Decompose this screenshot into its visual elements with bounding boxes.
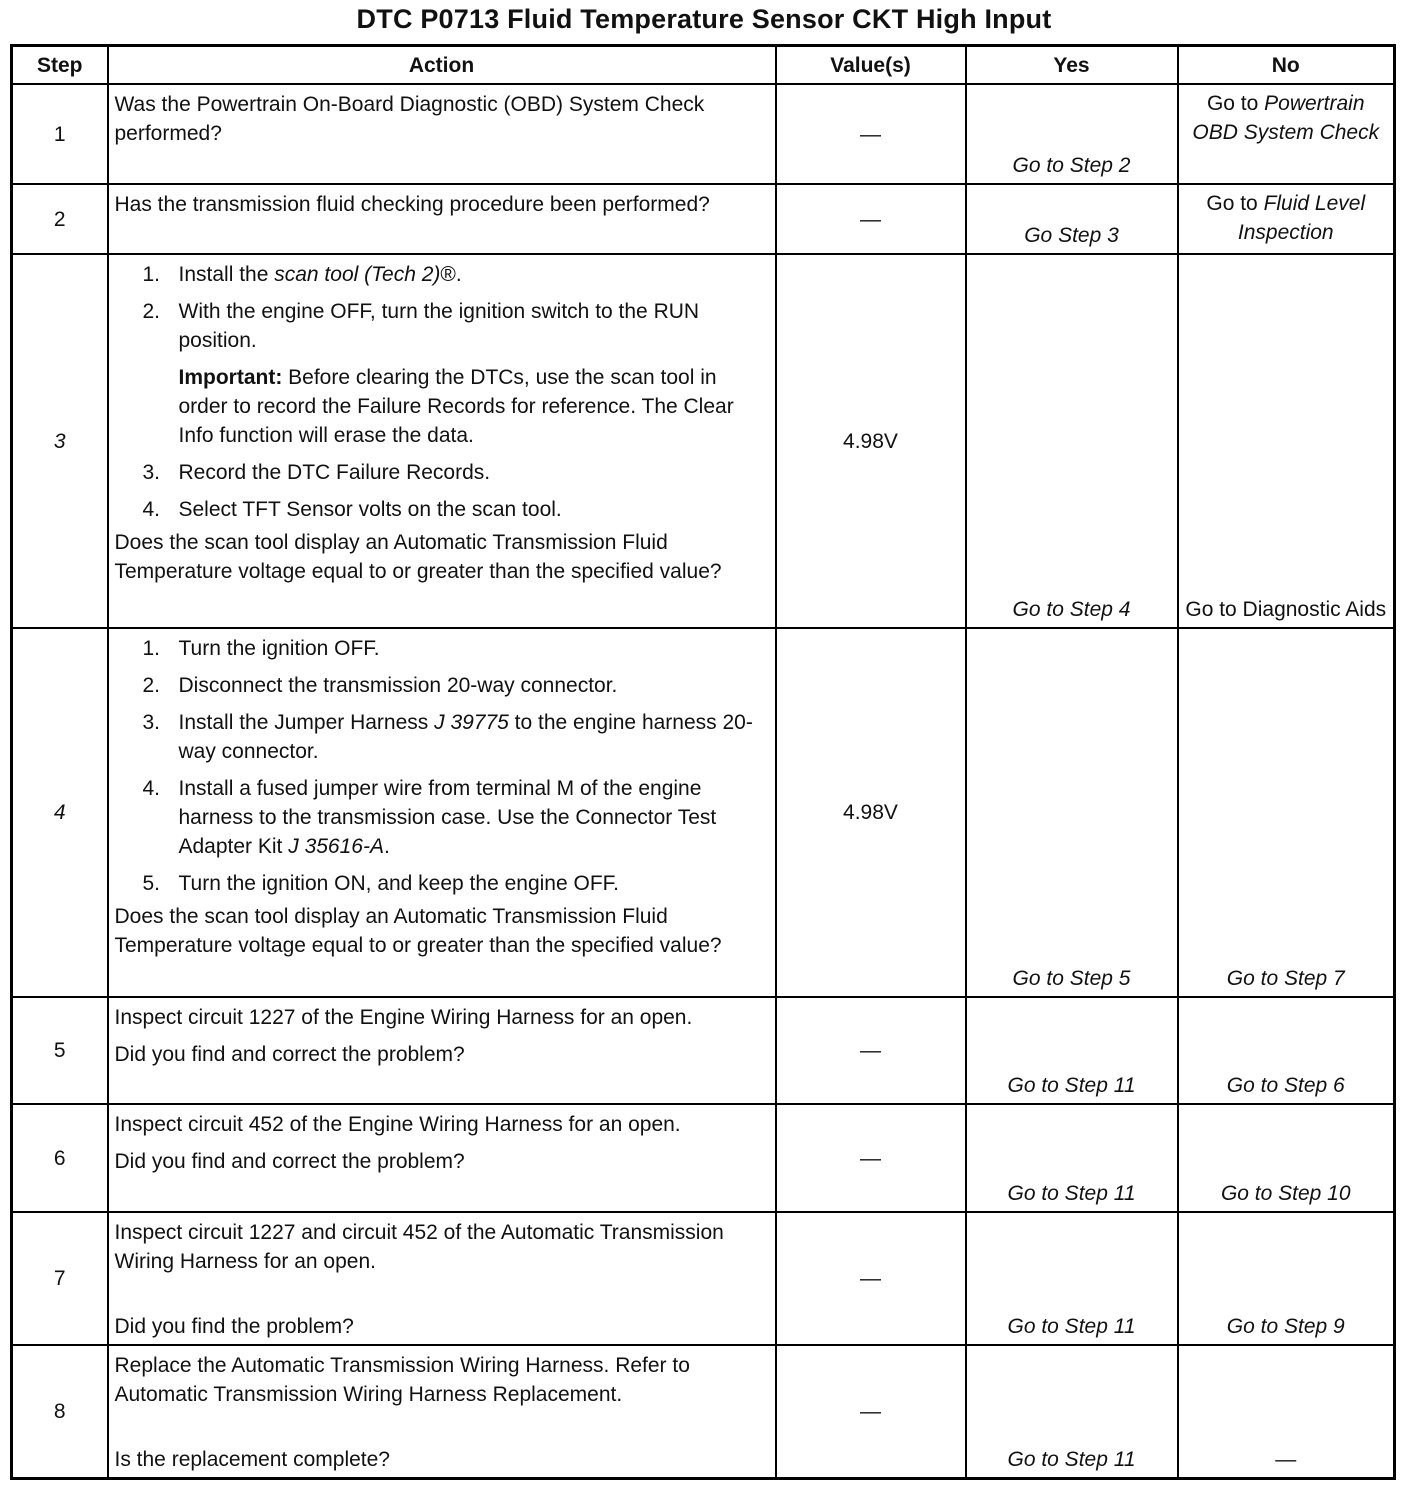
value-cell: — (776, 84, 966, 184)
yes-cell: Go to Step 11 (966, 1104, 1178, 1212)
step-number: 2 (12, 184, 108, 254)
no-cell (1178, 84, 1395, 184)
no-prefix: Go to (1206, 92, 1265, 115)
header-no: No (1178, 46, 1395, 85)
value-cell: — (776, 1345, 966, 1479)
action-text: Was the Powertrain On-Board Diagnostic (OBD) System Check performed? (114, 93, 705, 145)
step-number: 8 (12, 1345, 108, 1479)
no-cell: Go to Diagnostic Aids (1178, 254, 1395, 628)
value-cell: — (776, 997, 966, 1104)
step-number: 1 (12, 84, 108, 184)
action-text: Replace the Automatic Transmission Wiring Harness. Refer to Automatic Transmission Wiring Harness Replacement. (114, 1354, 690, 1406)
action-cell (108, 628, 776, 997)
header-step: Step (12, 46, 108, 85)
question-text: Does the scan tool display an Automatic Transmission Fluid Temperature voltage equal to or greater than the specified value? (114, 905, 722, 957)
header-values: Value(s) (776, 46, 966, 85)
step-number: 6 (12, 1104, 108, 1212)
step-number: 3 (12, 254, 108, 628)
action-text: Inspect circuit 452 of the Engine Wiring Harness for an open. (114, 1113, 681, 1136)
table-row (12, 1104, 1395, 1212)
action-cell (108, 1212, 776, 1345)
action-cell (108, 184, 776, 254)
list-item: 3. Record the DTC Failure Records. (142, 461, 491, 484)
table-row (12, 84, 1395, 184)
question-text: Is the replacement complete? (114, 1448, 390, 1471)
table-row (12, 184, 1395, 254)
header-yes: Yes (966, 46, 1178, 85)
action-cell (108, 1104, 776, 1212)
value-cell: 4.98V (776, 628, 966, 997)
header-action: Action (108, 46, 776, 85)
step-number: 5 (12, 997, 108, 1104)
no-cell: Go to Step 6 (1178, 997, 1395, 1104)
yes-cell: Go to Step 5 (966, 628, 1178, 997)
value-cell: — (776, 1212, 966, 1345)
list-item: 2. Disconnect the transmission 20-way connector. (142, 674, 618, 697)
question-text: Did you find and correct the problem? (114, 1043, 465, 1066)
step-number: 4 (12, 628, 108, 997)
action-text: Has the transmission fluid checking procedure been performed? (114, 193, 710, 216)
table-row (12, 254, 1395, 628)
action-text: Inspect circuit 1227 and circuit 452 of the Automatic Transmission Wiring Harness for an open. (114, 1221, 724, 1273)
step-number: 7 (12, 1212, 108, 1345)
value-cell: 4.98V (776, 254, 966, 628)
list-item: 2. With the engine OFF, turn the ignition switch to the RUN position. (142, 300, 700, 352)
yes-cell: Go Step 3 (966, 184, 1178, 254)
yes-cell: Go to Step 2 (966, 84, 1178, 184)
page-title: DTC P0713 Fluid Temperature Sensor CKT High Input (356, 4, 1052, 34)
action-cell (108, 997, 776, 1104)
action-cell (108, 254, 776, 628)
no-cell: Go to Step 9 (1178, 1212, 1395, 1345)
no-cell: — (1178, 1345, 1395, 1479)
no-prefix: Go to (1206, 192, 1264, 215)
table-row (12, 997, 1395, 1104)
diagnostic-table (10, 44, 1396, 1480)
table-row (12, 628, 1395, 997)
important-note: Important: Before clearing the DTCs, use the scan tool in order to record the Failure Records for reference. The Clear Info function will erase the data. (178, 366, 734, 447)
reference-link[interactable]: Fluid Level Inspection (1237, 192, 1366, 244)
yes-cell: Go to Step 11 (966, 1212, 1178, 1345)
reference-link[interactable]: Powertrain OBD System Check (1192, 92, 1380, 144)
question-text: Does the scan tool display an Automatic Transmission Fluid Temperature voltage equal to or greater than the specified value? (114, 531, 722, 583)
table-header-row (12, 46, 1395, 85)
no-cell: Go to Step 10 (1178, 1104, 1395, 1212)
question-text: Did you find the problem? (114, 1315, 354, 1338)
procedure-list (115, 260, 767, 355)
no-cell (1178, 184, 1395, 254)
yes-cell: Go to Step 11 (966, 1345, 1178, 1479)
table-row (12, 1345, 1395, 1479)
list-item: 1. Install the scan tool (Tech 2)®. (142, 263, 462, 286)
list-item: 4. Select TFT Sensor volts on the scan tool. (142, 498, 562, 521)
question-text: Did you find and correct the problem? (114, 1150, 465, 1173)
value-cell: — (776, 184, 966, 254)
procedure-list (115, 634, 767, 898)
action-text: Inspect circuit 1227 of the Engine Wiring Harness for an open. (114, 1006, 693, 1029)
yes-cell: Go to Step 11 (966, 997, 1178, 1104)
procedure-list (115, 458, 767, 524)
value-cell: — (776, 1104, 966, 1212)
list-item: 3. Install the Jumper Harness J 39775 to the engine harness 20-way connector. (142, 711, 753, 763)
table-row (12, 1212, 1395, 1345)
no-cell: Go to Step 7 (1178, 628, 1395, 997)
list-item: 5. Turn the ignition ON, and keep the engine OFF. (142, 872, 619, 895)
action-cell (108, 84, 776, 184)
list-item: 1. Turn the ignition OFF. (142, 637, 380, 660)
action-cell (108, 1345, 776, 1479)
list-item: 4. Install a fused jumper wire from terminal M of the engine harness to the transmission case. Use the Connector Test Adapter Kit J 35616-A. (142, 777, 717, 858)
yes-cell: Go to Step 4 (966, 254, 1178, 628)
